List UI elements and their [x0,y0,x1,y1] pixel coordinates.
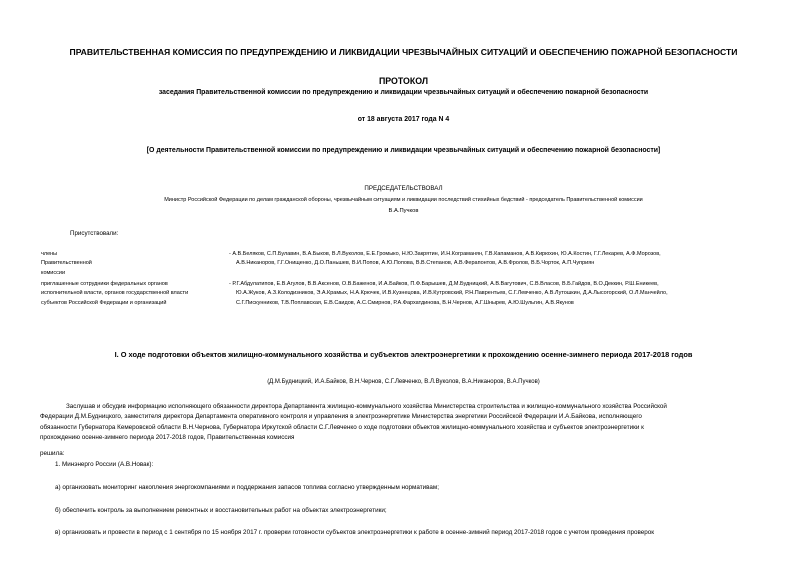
decision-item-1: 1. Минэнерго России (А.В.Новак): [55,461,154,468]
decision-item-1a: а) организовать мониторинг накопления энергокомпаниями и поддержания запасов топлива согласно утвержденным нормативам; [55,484,439,491]
section-title: I. О ходе подготовки объектов жилищно-коммунального хозяйства и субъектов электроэнергетики к прохождению осенне-зимнего периода 2017-2018 годов [114,350,693,359]
chair-label: ПРЕДСЕДАТЕЛЬСТВОВАЛ [364,185,443,192]
decision-item-1c: в) организовать и провести в период с 1 сентября по 15 ноября 2017 г. проверки готовности субъектов электроэнергетики к работе в осенне-зимний период 2017-2018 годов с учетом проведения проверок [55,529,655,536]
section-speakers: (Д.М.Будницкий, И.А.Байков, В.Н.Чернов, С.Г.Левченко, В.Л.Вуколов, В.А.Никаноров, В.А.Пучков) [267,379,540,385]
protocol-label: ПРОТОКОЛ [378,76,429,86]
chair-name: В.А.Пучков [388,208,419,214]
section-intro: Заслушав и обсудив информацию исполняющего обязанности директора Департамента жилищно-коммунального хозяйства Министерства строительства и жилищно-коммунального хозяйства Российской Федерации Д.М.Будницкого, заместителя директора Департамента оперативного контроля и управления в электроэнергетике Министерства энергетики Российской Федерации И.А.Байкова, исполняющего обязанности Губернатора Кемеровской области В.Н.Чернова, Губернатора Иркутской области С.Г.Левченко о ходе подготовки объектов жилищно-коммунального хозяйства и субъектов электроэнергетики к прохождению осенне-зимнего периода 2017-2018 годов, Правительственная комиссия [40,403,667,442]
decided-label: решила: [40,450,65,457]
commission-title: ПРАВИТЕЛЬСТВЕННАЯ КОМИССИЯ ПО ПРЕДУПРЕЖДЕНИЮ И ЛИКВИДАЦИИ ЧРЕЗВЫЧАЙНЫХ СИТУАЦИЙ И ОБЕСПЕЧЕНИЮ ПОЖАРНОЙ БЕЗОПАСНОСТИ [69,47,738,57]
protocol-date: от 18 августа 2017 года N 4 [357,116,450,123]
members-label: члены Правительственной комиссии [41,251,92,276]
protocol-subtitle: заседания Правительственной комиссии по предупреждению и ликвидации чрезвычайных ситуаций и обеспечению пожарной безопасности [158,89,649,96]
protocol-topic: [О деятельности Правительственной комиссии по предупреждению и ликвидации чрезвычайных ситуаций и обеспечению пожарной безопасности] [146,147,661,154]
chair-position: Министр Российской Федерации по делам гражданской обороны, чрезвычайным ситуациям и ликвидации последствий стихийных бедствий - председатель Правительственной комиссии [164,197,643,203]
attendance-label: Присутствовали: [70,230,119,237]
decision-item-1b: б) обеспечить контроль за выполнением ремонтных и восстановительных работ на объектах электроэнергетики; [55,507,387,514]
invited-names: - Р.Г.Абдулатипов, Е.В.Агулов, В.В.Аксенов, О.В.Баженов, И.А.Байков, П.Ф.Барышев, Д.М.Будницкий, А.В.Вагутович, С.В.Власов, В.Б.Гайдов, В.О.Деккин, Р.Ш.Еникеев, Ю.А.Жуков, А.З.Колодизников, Э.А.Крамых, Н.А.Крючек, И.В.Кузнецова, И.В.Кутровский, Р.Н.Паврентьев, С.Г.Левченко, А.В.Лутошкин, Д.А.Лысогорский, О.Л.Манчейло, С.Г.Пискунников, Т.В.Поплавская, Е.В.Саидов, А.С.Смирнов, Р.А.Фархатдинова, В.Н.Чернов, А.Г.Шнырев, А.Ю.Шульгин, А.В.Якунов [229,281,668,306]
invited-label: приглашенные сотрудники федеральных органов исполнительной власти, органов государственной власти субъектов Российской Федерации и организаций [41,281,189,306]
members-names: - А.В.Беляков, С.П.Булавин, В.А.Быков, В.Л.Вуколов, Е.Е.Громыко, Н.Ю.Закрятин, И.Н.Кограманян, Г.В.Капаманов, А.В.Кирюхин, Ю.А.Костин, Г.Г.Лекарев, А.Ф.Морозов, А.В.Никаноров, Г.Г.Онищенко, Д.О.Паньшев, В.И.Попов, А.Ю.Попова, В.В.Степанов, А.В.Ферапонтов, А.В.Фролов, В.Б.Чорток, А.П.Чуприян [229,251,661,267]
